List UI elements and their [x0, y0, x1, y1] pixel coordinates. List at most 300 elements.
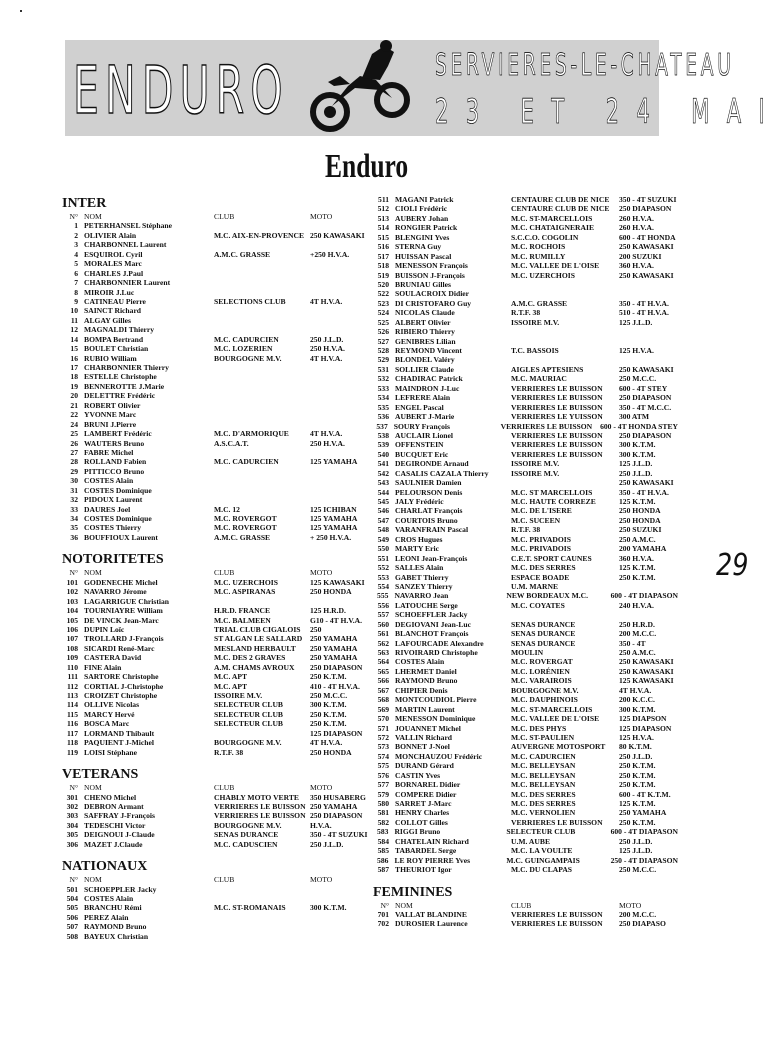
entry-number: 587 — [377, 865, 389, 875]
entry-moto: 125 DIAPASON — [310, 728, 363, 738]
entry-name: PEREZ Alain — [84, 912, 129, 922]
entry-name: OFFENSTEIN — [395, 440, 444, 450]
entry-name: COSTES Thierry — [84, 523, 142, 533]
entry-club: ISSOIRE M.V. — [511, 459, 560, 469]
entry-moto: 600 - 4T DIAPASON — [610, 591, 678, 601]
entry-number: 18 — [70, 372, 78, 382]
entry-club: R.T.F. 38 — [214, 747, 244, 757]
entry-moto: 250 HONDA — [619, 506, 661, 516]
entry-club — [214, 597, 310, 606]
entry-row — [62, 811, 374, 820]
entry-club: M.C. RUMILLY — [511, 251, 566, 261]
entry-row — [373, 752, 678, 761]
entry-row — [373, 582, 678, 591]
entry-row — [373, 714, 678, 723]
entry-number: 103 — [66, 596, 78, 606]
entry-number: 582 — [377, 817, 389, 827]
entry-number: 110 — [67, 662, 78, 672]
entry-club: VERRIERES LE YUISSON — [511, 412, 603, 422]
banner-location: SERVIERES-LE-CHATEAU — [435, 48, 735, 83]
entry-club: M.C. APT — [214, 672, 248, 682]
entry-club: VERRIERES LE BUISSON — [511, 440, 603, 450]
entry-moto: 250 M.C.C. — [619, 374, 657, 384]
entry-row — [373, 554, 678, 563]
entry-name: SOULACROIX Didier — [395, 289, 470, 299]
entry-row — [373, 422, 678, 431]
entry-moto — [310, 597, 374, 606]
entry-number: 8 — [74, 287, 78, 297]
entry-club: S.C.C.O. COGOLIN — [511, 232, 579, 242]
entry-moto: H.V.A. — [310, 820, 332, 830]
entry-row — [62, 663, 374, 672]
entry-name: CHARBONNEL Laurent — [84, 240, 167, 250]
entry-name: RIBIERO Thierry — [395, 327, 455, 337]
entry-club: M.C. PRIVADOIS — [511, 544, 571, 554]
entry-number: 116 — [67, 719, 78, 729]
entry-name: MARCY Hervé — [84, 709, 135, 719]
entry-row — [62, 505, 374, 514]
entry-moto: 4T H.V.A. — [310, 353, 343, 363]
header-moto: MOTO — [310, 212, 333, 221]
entry-row — [62, 420, 374, 429]
entry-moto — [310, 288, 374, 297]
entry-number: 545 — [377, 497, 389, 506]
entry-club: M.C. AIX-EN-PROVENCE — [214, 230, 305, 240]
entry-number: 552 — [377, 563, 389, 573]
entry-moto: 300 K.T.M. — [619, 704, 656, 714]
entry-number: 21 — [70, 400, 78, 410]
entry-row — [62, 840, 374, 849]
entry-number: 27 — [70, 447, 78, 457]
left-column — [62, 195, 374, 941]
entry-row — [62, 932, 374, 941]
entry-club: M.C. BELLEYSAN — [511, 761, 576, 771]
page-heading: Enduro — [325, 148, 409, 185]
column-header — [62, 783, 374, 792]
entry-number: 579 — [377, 789, 389, 799]
entry-number: 10 — [70, 306, 78, 316]
entry-club: M.C. GUINGAMPAIS — [506, 855, 580, 865]
entry-club: A.M.C. GRASSE — [511, 298, 568, 308]
entry-name: MAINDRON J-Luc — [395, 383, 460, 393]
header-name: NOM — [84, 568, 102, 578]
entry-row — [62, 429, 374, 438]
entry-moto: 250 H.R.D. — [619, 619, 655, 629]
entry-row — [62, 335, 374, 344]
entry-moto: 250 K.T.M. — [619, 780, 656, 790]
entry-row — [62, 682, 374, 691]
entry-row — [62, 691, 374, 700]
banner-title: ENDURO — [73, 52, 289, 129]
entry-name: JALY Frédéric — [395, 497, 444, 506]
entry-club — [214, 363, 310, 372]
entry-row — [373, 601, 678, 610]
entry-number: 304 — [66, 820, 78, 830]
entry-row — [373, 657, 678, 666]
entry-number: 15 — [70, 344, 78, 354]
entry-number: 115 — [67, 709, 78, 719]
entry-number: 104 — [66, 606, 78, 616]
entry-moto: 250 J.L.D. — [310, 334, 344, 344]
entry-row — [62, 700, 374, 709]
entry-number: 543 — [377, 478, 389, 488]
entry-club: M.C. DES SERRES — [511, 799, 576, 808]
entry-club: SELECTEUR CLUB — [506, 827, 576, 837]
entry-club: M.C. LORÉNIEN — [511, 666, 570, 676]
entry-row — [62, 325, 374, 334]
entry-row — [62, 616, 374, 625]
entry-club: M.C. DES 2 GRAVES — [214, 653, 286, 663]
entry-name: NICOLAS Claude — [395, 308, 455, 318]
entry-row — [373, 365, 678, 374]
entry-name: BLANCHOT François — [395, 629, 469, 639]
entry-name: GENIBRES Lilian — [395, 336, 456, 346]
entry-club: VERRIERES LE BUISSON — [511, 449, 603, 459]
entry-name: COSTES Alain — [84, 894, 134, 903]
entry-name: BAYEUX Christian — [84, 931, 149, 941]
entry-number: 526 — [377, 327, 389, 337]
entry-row — [373, 506, 678, 515]
entry-moto: 350 - 4T SUZUKI — [619, 195, 677, 204]
entry-row — [373, 195, 678, 204]
entry-club — [214, 278, 310, 287]
entry-name: MAGNALDI Thierry — [84, 325, 155, 335]
entry-name: PAQUIENT J-Michel — [84, 738, 154, 748]
entry-number: 560 — [377, 619, 389, 629]
header-no: N° — [69, 875, 78, 885]
entry-number: 520 — [377, 279, 389, 289]
header-moto: MOTO — [310, 568, 333, 578]
entry-club: SENAS DURANCE — [511, 638, 576, 648]
entry-name: ESQUIROL Cyril — [84, 249, 143, 259]
entry-row — [373, 544, 678, 553]
entry-row — [62, 710, 374, 719]
entry-name: CIOLI Frédéric — [395, 204, 448, 214]
entry-row — [373, 591, 678, 600]
entry-name: DE VINCK Jean-Marc — [84, 615, 159, 625]
entry-number: 553 — [377, 572, 389, 582]
entry-number: 534 — [377, 393, 389, 403]
entry-moto: 600 - 4T DIAPASON — [610, 827, 678, 837]
entry-name: VALLIN Richard — [395, 732, 453, 742]
entry-row — [373, 271, 678, 280]
entry-moto: 4T H.V.A. — [310, 738, 343, 748]
entry-name: MONCHAUZOU Frédéric — [395, 751, 483, 761]
entry-club: VERRIERES LE BUISSON — [511, 383, 603, 393]
entry-name: TROLLARD J-François — [84, 634, 164, 644]
entry-row — [373, 667, 678, 676]
entry-name: THEURIOT Igor — [395, 865, 452, 875]
entry-name: TABARDEL Serge — [395, 846, 457, 856]
entry-moto: 600 - 4T HONDA — [619, 232, 676, 242]
entry-moto: 200 K.C.C. — [619, 695, 655, 705]
header-moto: MOTO — [619, 900, 642, 910]
entry-name: MORALES Marc — [84, 259, 142, 269]
entry-name: TOURNIAYRE William — [84, 606, 163, 616]
entry-row — [373, 856, 678, 865]
entry-number: 508 — [66, 931, 78, 941]
entry-row — [373, 450, 678, 459]
entry-moto: 125 K.T.M. — [619, 799, 656, 808]
entry-moto: 250 DIAPASO — [619, 919, 666, 929]
entry-moto: 125 J.L.D. — [619, 459, 653, 469]
entry-number: 12 — [70, 325, 78, 335]
entry-moto: 125 KAWASAKI — [619, 676, 674, 686]
entry-row — [373, 431, 678, 440]
entry-row — [62, 382, 374, 391]
entry-number: 570 — [377, 714, 389, 724]
entry-name: YVONNE Marc — [84, 410, 137, 420]
entry-name: CHATELAIN Richard — [395, 836, 469, 846]
entry-name: SAFFRAY J-François — [84, 811, 155, 821]
entry-moto: 250 M.C.C. — [619, 865, 657, 875]
entry-name: VARANFRAIN Pascal — [395, 525, 469, 535]
entry-moto — [310, 885, 374, 894]
section-title: NOTORITETES — [62, 552, 164, 568]
entry-row — [373, 827, 678, 836]
entry-name: CROS Hugues — [395, 534, 443, 544]
entry-name: COSTES Alain — [84, 476, 134, 486]
entry-row — [62, 894, 374, 903]
entry-club: C.E.T. SPORT CAUNES — [511, 553, 592, 563]
entry-name: DEGIRONDE Arnaud — [395, 459, 469, 469]
entry-row — [62, 316, 374, 325]
entry-moto — [310, 913, 374, 922]
entry-name: LEONI Jean-François — [395, 553, 468, 563]
entry-moto: 250 J.L.D. — [619, 751, 653, 761]
entry-club — [214, 382, 310, 391]
entry-row — [373, 403, 678, 412]
entry-name: PIDOUX Laurent — [84, 495, 143, 505]
section-gap — [373, 875, 678, 884]
entry-moto: 350 HUSABERG — [310, 792, 366, 802]
entry-club: M.C. DES SERRES — [511, 789, 576, 799]
entry-name: COLLOT Gilles — [395, 817, 448, 827]
entry-club: CENTAURE CLUB DE NICE — [511, 195, 610, 204]
entry-row — [373, 919, 678, 928]
entry-number: 505 — [66, 903, 78, 913]
entry-club: CENTAURE CLUB DE NICE — [511, 204, 610, 214]
entry-number: 303 — [66, 811, 78, 821]
entry-name: SOLLIER Claude — [395, 364, 454, 374]
entry-row — [373, 478, 678, 487]
entry-number: 568 — [377, 695, 389, 705]
entry-name: DEBRON Armant — [84, 801, 144, 811]
entry-club — [214, 259, 310, 268]
entry-number: 702 — [377, 919, 389, 929]
entry-number: 564 — [377, 657, 389, 667]
entry-row — [62, 653, 374, 662]
entry-moto: +250 H.V.A. — [310, 249, 350, 259]
entry-name: AUBERT J-Marie — [395, 412, 455, 422]
entry-club: U.M. AUBE — [511, 836, 551, 846]
entry-moto — [310, 932, 374, 941]
entry-club: M.C. CADURCIEN — [511, 751, 576, 761]
entry-club: VERRIERES LE BUISSON — [511, 393, 603, 403]
entry-number: 106 — [66, 624, 78, 634]
entry-number: 540 — [377, 449, 389, 459]
entry-moto: 250 KAWASAKI — [619, 478, 674, 488]
entry-name: BLONDEL Valéry — [395, 355, 455, 365]
column-header — [62, 212, 374, 221]
entry-number: 517 — [377, 251, 389, 261]
entry-number: 562 — [377, 638, 389, 648]
entry-row — [373, 799, 678, 808]
entry-moto: 250 H.V.A. — [310, 438, 345, 448]
entry-club: M.C. CADUSCIEN — [214, 839, 278, 849]
entry-club: M.C. BELLEYSAN — [511, 780, 576, 790]
header-no: N° — [69, 568, 78, 578]
entry-row — [373, 318, 678, 327]
entry-club — [214, 932, 310, 941]
entry-name: DEGIOVANI Jean-Luc — [395, 619, 472, 629]
entry-moto: 250 HONDA — [619, 515, 661, 525]
entry-moto — [310, 476, 374, 485]
entry-name: DI CRISTOFARO Guy — [395, 298, 472, 308]
entry-number: 113 — [67, 691, 78, 700]
entry-moto: 300 K.T.M. — [310, 700, 347, 710]
entry-number: 108 — [66, 643, 78, 653]
entry-moto: 125 K.T.M. — [619, 563, 656, 573]
entry-name: REYMOND Vincent — [395, 346, 462, 355]
entry-moto — [310, 467, 374, 476]
entry-row — [62, 476, 374, 485]
entry-name: WAUTERS Bruno — [84, 438, 145, 448]
entry-club — [214, 894, 310, 903]
entry-moto: 250 K.T.M. — [310, 709, 347, 719]
entry-name: MAGANI Patrick — [395, 195, 454, 204]
entry-club: ISSOIRE M.V. — [511, 468, 560, 478]
entry-moto: 125 YAMAHA — [310, 457, 358, 467]
entry-moto — [619, 280, 678, 289]
entry-row — [373, 337, 678, 346]
entry-club: BOURGOGNE M.V. — [511, 685, 579, 695]
entry-club: M.C. VALLEE DE L'OISE — [511, 714, 600, 724]
entry-number: 36 — [70, 532, 78, 542]
entry-club: NEW BORDEAUX M.C. — [506, 591, 589, 601]
entry-row — [62, 523, 374, 532]
entry-row — [373, 563, 678, 572]
entry-number: 306 — [66, 839, 78, 849]
entry-moto — [310, 221, 374, 230]
entry-row — [62, 922, 374, 931]
entry-name: CHIPIER Denis — [395, 685, 448, 695]
entry-moto — [310, 495, 374, 504]
entry-moto — [310, 382, 374, 391]
entry-name: ROLLAND Fabien — [84, 457, 147, 467]
entry-name: MENESSON François — [395, 261, 468, 271]
entry-row — [373, 469, 678, 478]
entry-row — [373, 412, 678, 421]
entry-row — [62, 457, 374, 466]
entry-club: M.C. HAUTE CORREZE — [511, 497, 596, 506]
entry-name: LAGARRIGUE Christian — [84, 596, 170, 606]
entry-row — [373, 204, 678, 213]
entry-name: CHARLAT François — [395, 506, 463, 516]
entry-moto — [310, 278, 374, 287]
entry-name: ESTELLE Christophe — [84, 372, 157, 382]
entry-number: 9 — [74, 296, 78, 306]
entry-club — [511, 478, 619, 487]
entry-name: BORNAREL Didier — [395, 780, 461, 790]
entry-moto: 125 J.L.D. — [619, 317, 653, 327]
entry-moto: 250 KAWASAKI — [310, 230, 365, 240]
entry-name: BUISSON J-François — [395, 270, 465, 280]
entry-name: JOUANNET Michel — [395, 723, 461, 733]
entry-moto — [310, 325, 374, 334]
entry-row — [373, 459, 678, 468]
entry-club — [214, 913, 310, 922]
entry-moto: 250 DIAPASON — [619, 393, 672, 403]
entry-number: 7 — [74, 278, 78, 288]
entry-name: COSTES Dominique — [84, 514, 152, 523]
entry-club: M.C. LOZERIEN — [214, 344, 273, 354]
entry-row — [62, 486, 374, 495]
entry-name: RAYMOND Bruno — [84, 922, 147, 932]
entry-number: 544 — [377, 487, 389, 497]
entry-row — [373, 488, 678, 497]
entry-club: T.C. BASSOIS — [511, 346, 559, 355]
entry-name: HUISSAN Pascal — [395, 251, 452, 261]
entry-name: DELETTRE Frédéric — [84, 391, 156, 401]
entry-number: 535 — [377, 402, 389, 412]
entry-club: SELECTEUR CLUB — [214, 719, 283, 729]
entry-club — [214, 325, 310, 334]
entry-row — [373, 620, 678, 629]
entry-moto: 4T H.V.A. — [310, 429, 343, 439]
entry-number: 31 — [70, 485, 78, 495]
entry-moto: 250 DIAPASON — [310, 811, 363, 821]
entry-moto: 250 J.L.D. — [619, 836, 653, 846]
entry-row — [373, 384, 678, 393]
entry-name: MONTCOUDIOL Pierre — [395, 695, 477, 705]
entry-moto: 250 K.T.M. — [310, 672, 347, 682]
entry-moto: 300 K.T.M. — [619, 449, 656, 459]
entry-club — [214, 410, 310, 419]
entry-row — [373, 280, 678, 289]
entry-moto: 250 KAWASAKI — [619, 364, 674, 374]
entry-row — [373, 910, 678, 919]
entry-moto — [310, 269, 374, 278]
entry-number: 109 — [66, 653, 78, 663]
entry-club — [214, 372, 310, 381]
entry-club: M.C. PRIVADOIS — [511, 534, 571, 544]
entry-name: COSTES Dominique — [84, 485, 152, 495]
entry-moto: 250 A.M.C. — [619, 648, 656, 657]
entry-name: OLLIVE Nicolas — [84, 700, 140, 710]
entry-number: 114 — [67, 700, 78, 710]
entry-name: LAFOURCADE Alexandre — [395, 638, 484, 648]
entry-moto: 250 A.M.C. — [619, 534, 656, 544]
entry-number: 501 — [66, 884, 78, 894]
entry-row — [373, 233, 678, 242]
entry-moto: 410 - 4T H.V.A. — [310, 681, 360, 691]
entry-moto: 600 - 4T K.T.M. — [619, 789, 671, 799]
entry-number: 547 — [377, 515, 389, 525]
entry-row — [373, 695, 678, 704]
entry-row — [373, 724, 678, 733]
entry-row — [62, 625, 374, 634]
entry-number: 511 — [378, 195, 389, 204]
entry-club: M.C. BELLEYSAN — [511, 770, 576, 780]
entry-club: A.M.C. GRASSE — [214, 532, 271, 542]
entry-name: BLENGINI Yves — [395, 232, 450, 242]
entry-moto: 250 KAWASAKI — [619, 657, 674, 667]
entry-number: 507 — [66, 922, 78, 932]
entry-name: DUROSIER Laurence — [395, 919, 468, 929]
entry-club: H.R.D. FRANCE — [214, 606, 271, 616]
header-no: N° — [69, 212, 78, 221]
